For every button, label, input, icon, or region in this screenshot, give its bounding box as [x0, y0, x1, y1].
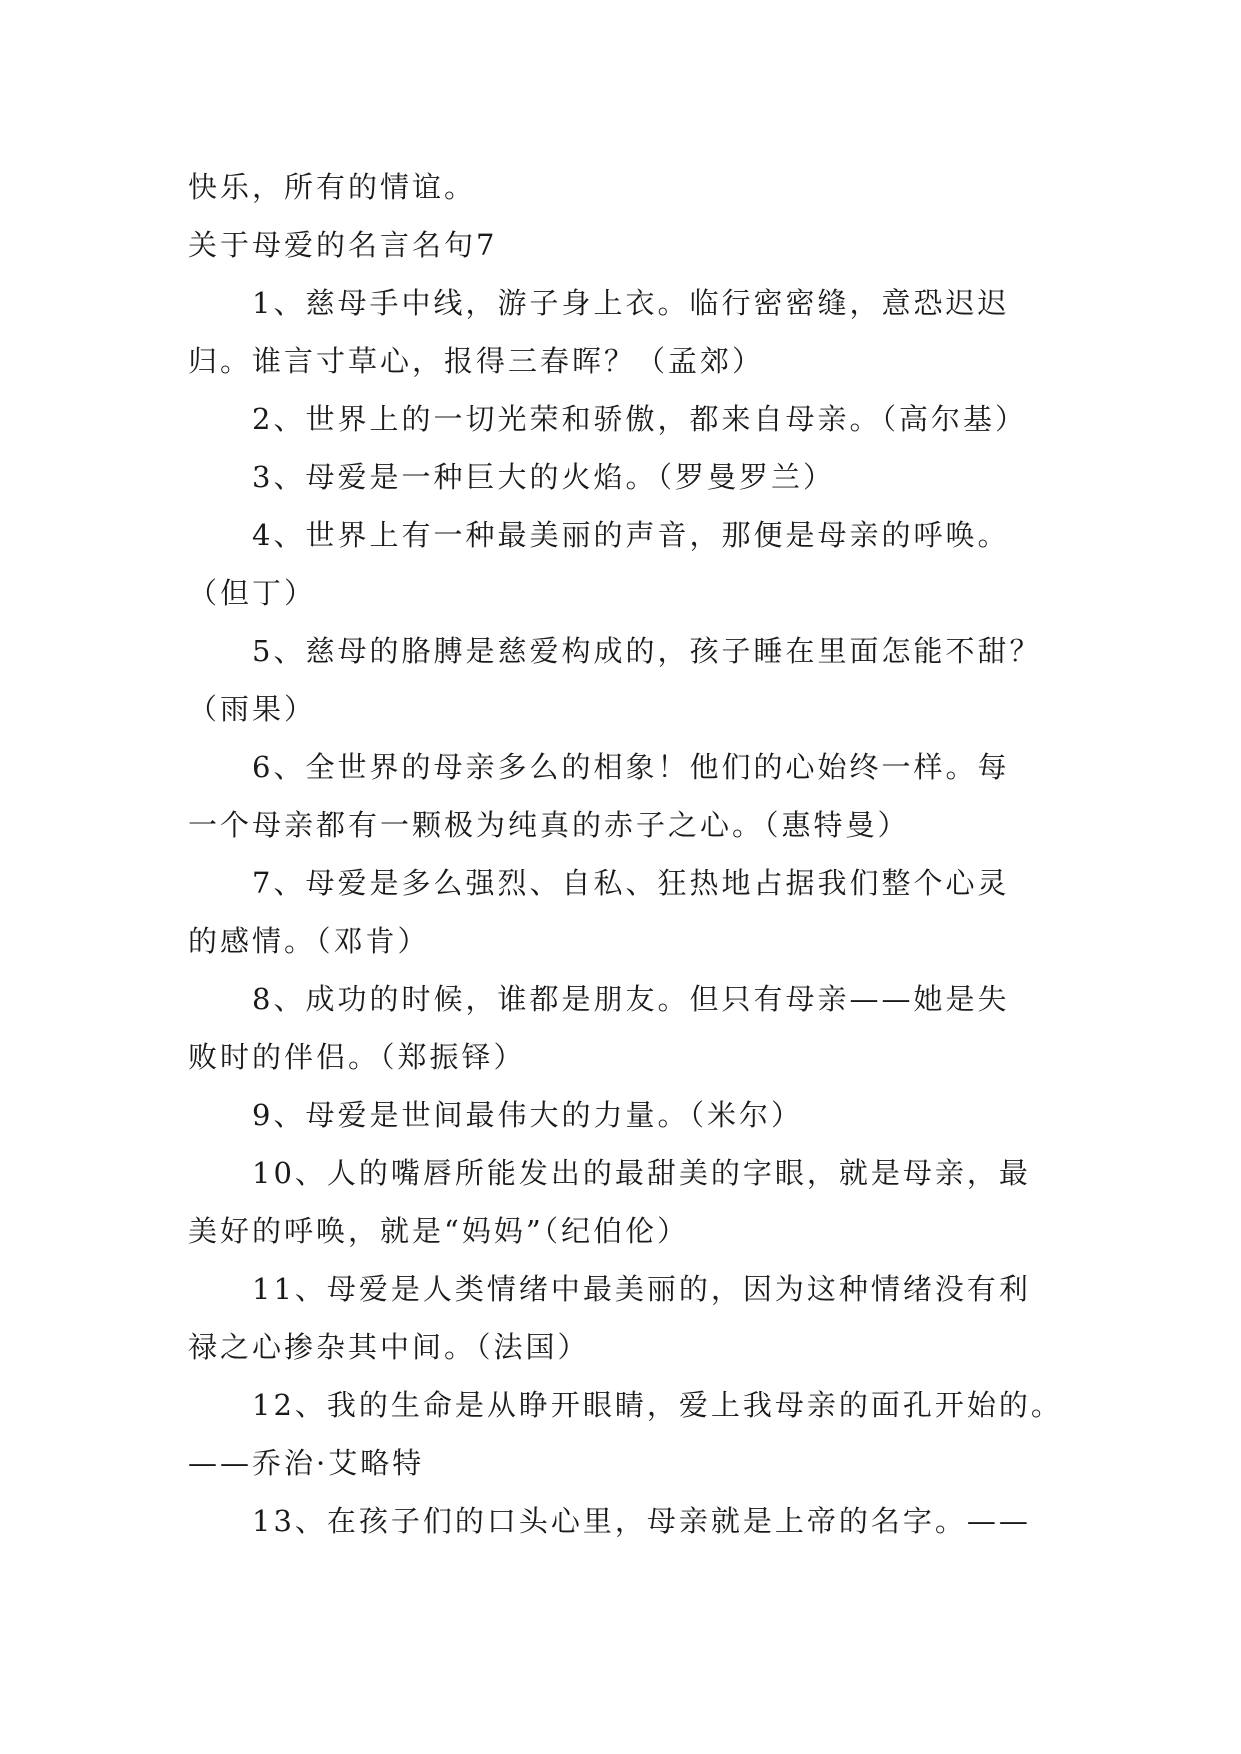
- text-line: 的感情。（邓肯）: [188, 924, 430, 958]
- text-line: 败时的伴侣。（郑振铎）: [188, 1040, 526, 1074]
- text-line: 归。谁言寸草心，报得三春晖？（孟郊）: [188, 344, 765, 378]
- text-line: 美好的呼唤，就是“妈妈”（纪伯伦）: [188, 1214, 690, 1248]
- text-line: 快乐，所有的情谊。: [188, 170, 477, 204]
- text-line: 7、母爱是多么强烈、自私、狂热地占据我们整个心灵: [252, 866, 1010, 900]
- text-line: 13、在孩子们的口头心里，母亲就是上帝的名字。——: [252, 1504, 1031, 1538]
- text-line: 2、世界上的一切光荣和骄傲，都来自母亲。（高尔基）: [252, 402, 1027, 436]
- text-line: 6、全世界的母亲多么的相象！他们的心始终一样。每: [252, 750, 1010, 784]
- text-line: 3、母爱是一种巨大的火焰。（罗曼罗兰）: [252, 460, 835, 494]
- text-line: （但丁）: [188, 576, 317, 610]
- section-heading: 关于母爱的名言名句7: [188, 228, 498, 262]
- text-line: （雨果）: [188, 692, 317, 726]
- text-line: 一个母亲都有一颗极为纯真的赤子之心。（惠特曼）: [188, 808, 910, 842]
- text-line: 禄之心掺杂其中间。（法国）: [188, 1330, 590, 1364]
- text-line: 5、慈母的胳膊是慈爱构成的，孩子睡在里面怎能不甜？: [252, 634, 1042, 668]
- text-line: 11、母爱是人类情绪中最美丽的，因为这种情绪没有利: [252, 1272, 1031, 1306]
- text-line: 8、成功的时候，谁都是朋友。但只有母亲——她是失: [252, 982, 1010, 1016]
- text-line: 4、世界上有一种最美丽的声音，那便是母亲的呼唤。: [252, 518, 1010, 552]
- text-line: 1、慈母手中线，游子身上衣。临行密密缝，意恐迟迟: [252, 286, 1010, 320]
- document-body: [188, 158, 1063, 1550]
- text-line: 9、母爱是世间最伟大的力量。（米尔）: [252, 1098, 803, 1132]
- text-line: 12、我的生命是从睁开眼睛，爱上我母亲的面孔开始的。: [252, 1388, 1063, 1422]
- text-line: 10、人的嘴唇所能发出的最甜美的字眼，就是母亲，最: [252, 1156, 1031, 1190]
- text-line: ——乔治·艾略特: [188, 1446, 425, 1480]
